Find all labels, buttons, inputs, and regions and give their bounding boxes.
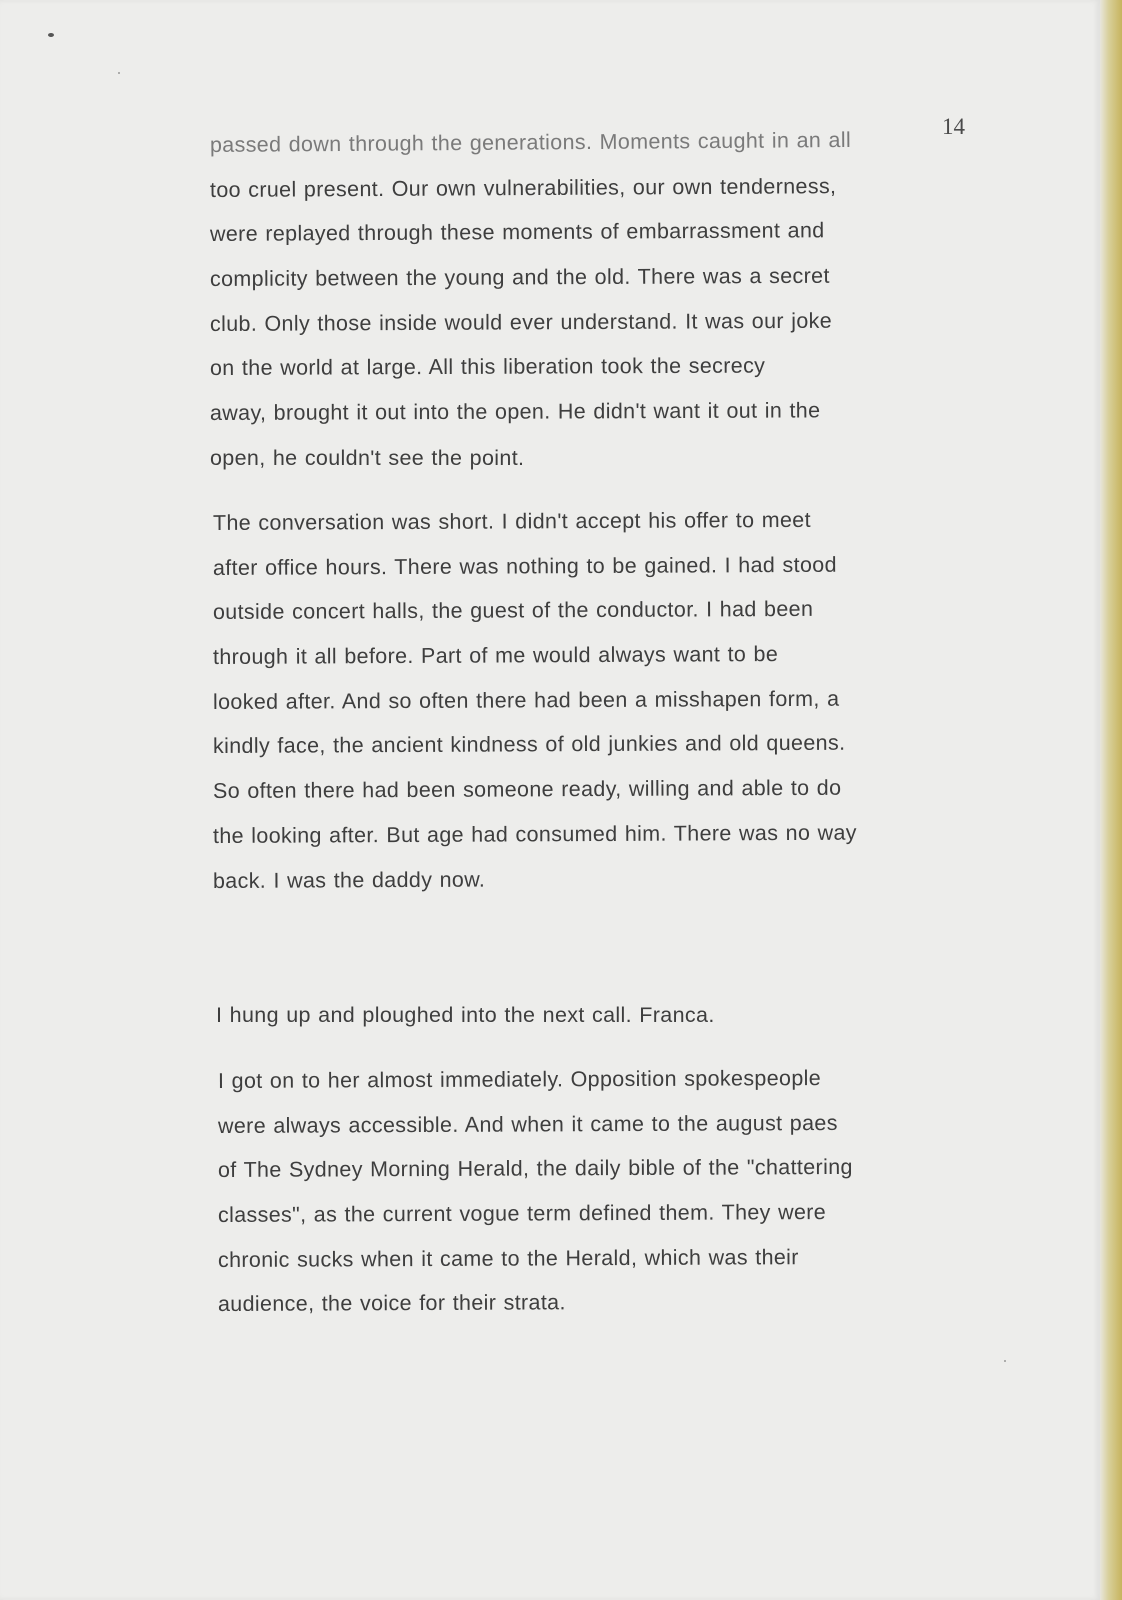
text-line: So often there had been someone ready, willing and able to do: [212, 775, 842, 804]
scan-speck: [1004, 1360, 1006, 1362]
text-line: through it all before. Part of me would always want to be: [212, 642, 779, 670]
text-line: club. Only those inside would ever understand. It was our joke: [209, 308, 833, 336]
text-line: outside concert halls, the guest of the conductor. I had been: [212, 597, 814, 625]
text-line: were replayed through these moments of embarrassment and: [209, 218, 825, 247]
paragraph: [213, 508, 993, 910]
text-line: on the world at large. All this liberation took the secrecy: [209, 354, 766, 381]
text-line: after office hours. There was nothing to be gained. I had stood: [212, 552, 837, 580]
scan-edge: [1100, 0, 1122, 1600]
text-line: the looking after. But age had consumed him. There was no way: [212, 820, 857, 848]
text-line: away, brought it out into the open. He didn't want it out in the: [209, 398, 821, 426]
text-line: I hung up and ploughed into the next call. Franca.: [216, 1003, 715, 1027]
text-line: complicity between the young and the old. There was a secret: [209, 263, 830, 292]
text-line: chronic sucks when it came to the Herald, which was their: [217, 1244, 799, 1272]
text-line: kindly face, the ancient kindness of old junkies and old queens.: [212, 731, 846, 759]
text-line: of The Sydney Morning Herald, the daily bible of the "chattering: [217, 1155, 853, 1183]
text-line: were always accessible. And when it came to the august paes: [217, 1110, 838, 1138]
paragraph: [218, 1066, 998, 1334]
text-line: open, he couldn't see the point.: [210, 445, 525, 470]
page-number: 14: [942, 114, 965, 139]
scan-speck: [48, 33, 54, 37]
paragraph: [216, 1000, 996, 1045]
text-line: classes", as the current vogue term defined them. They were: [217, 1200, 827, 1228]
scan-speck: [118, 72, 120, 74]
text-line: audience, the voice for their strata.: [217, 1290, 566, 1317]
text-line: looked after. And so often there had been a misshapen form, a: [212, 686, 840, 714]
text-line: The conversation was short. I didn't accept his offer to meet: [212, 507, 811, 535]
paragraph: [209, 127, 990, 488]
text-line: too cruel present. Our own vulnerabilities, our own tenderness,: [209, 173, 837, 202]
text-line: I got on to her almost immediately. Opposition spokespeople: [217, 1066, 822, 1093]
text-line: back. I was the daddy now.: [212, 867, 486, 893]
text-line: passed down through the generations. Moments caught in an all: [209, 127, 852, 157]
